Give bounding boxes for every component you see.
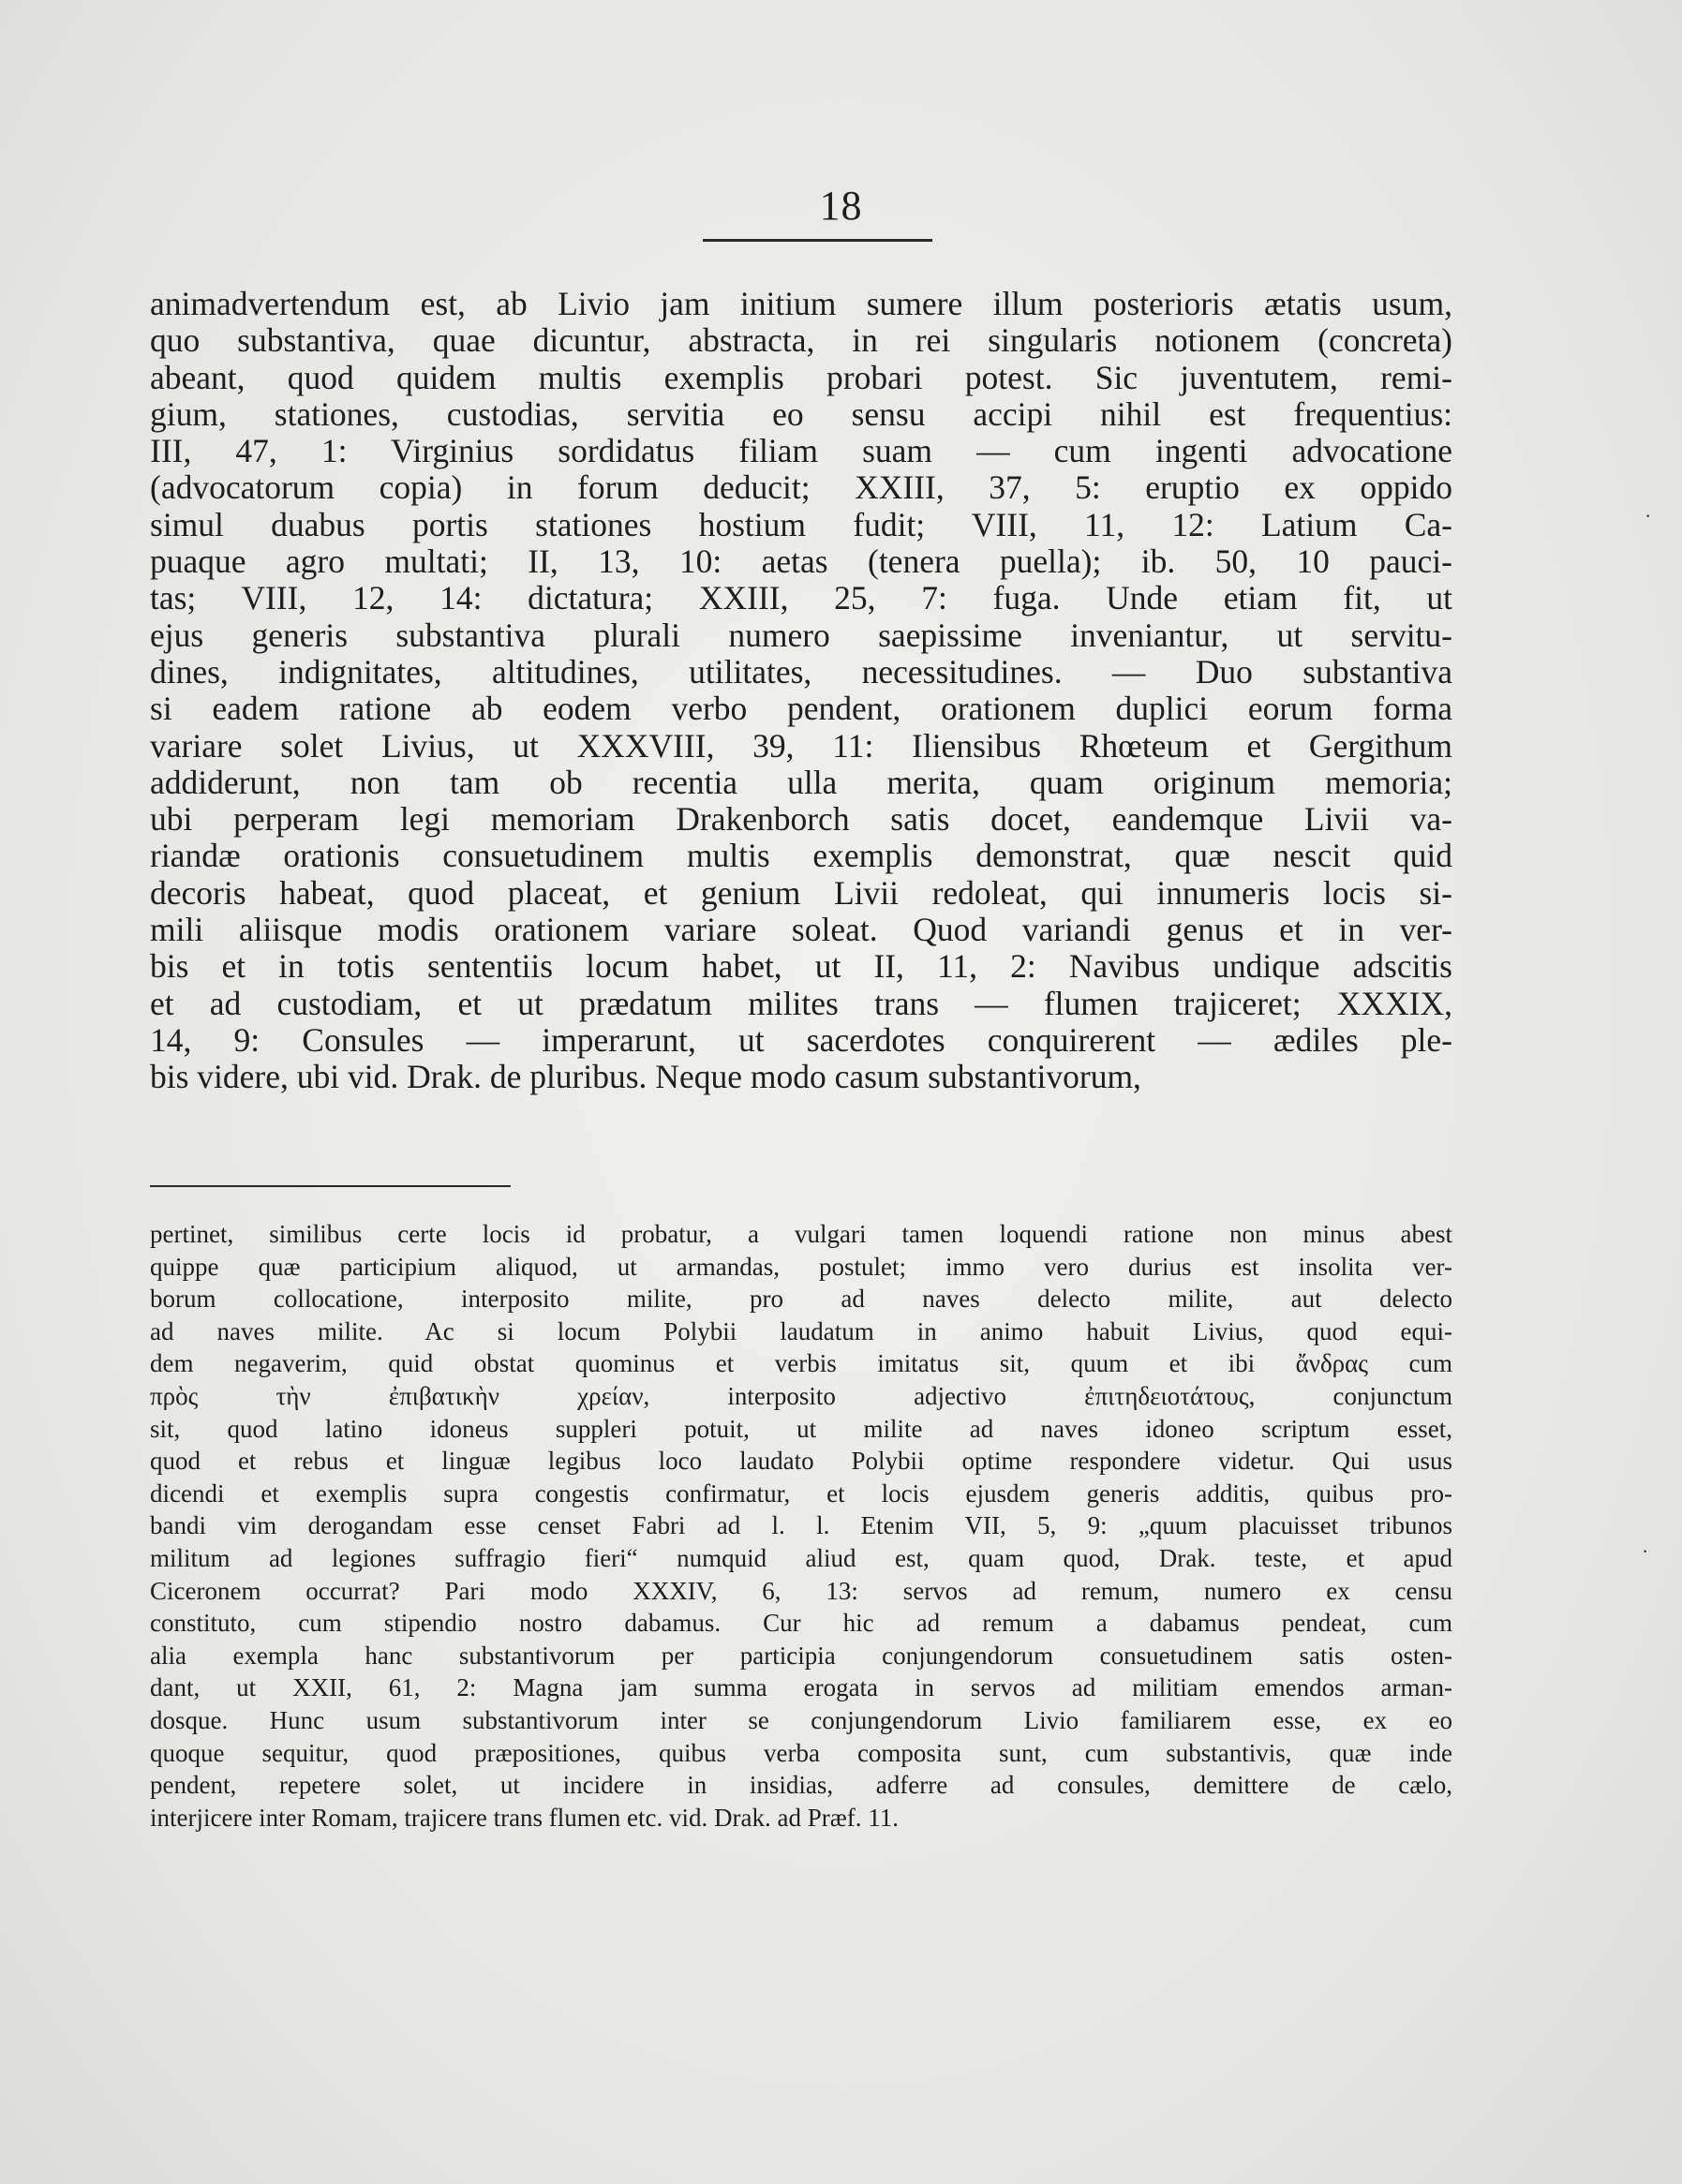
header-rule <box>703 239 932 242</box>
footnote-line: dant, ut XXII, 61, 2: Magna jam summa erogata in servos ad militiam emendos arman- <box>150 1673 1452 1702</box>
footnote-line: pendent, repetere solet, ut incidere in insidias, adferre ad consules, demittere de cælo, <box>150 1771 1452 1800</box>
text-line: gium, stationes, custodias, servitia eo sensu accipi nihil est frequentius: <box>150 394 1452 433</box>
footnote-line: bandi vim derogandam esse censet Fabri ad l. l. Etenim VII, 5, 9: „quum placuisset tribunos <box>150 1511 1452 1540</box>
text-line: tas; VIII, 12, 14: dictatura; XXIII, 25, 7: fuga. Unde etiam fit, ut <box>150 579 1452 617</box>
text-line: ejus generis substantiva plurali numero saepissime inveniantur, ut servitu- <box>150 616 1452 654</box>
text-line: mili aliisque modis orationem variare soleat. Quod variandi genus et in ver- <box>150 911 1452 949</box>
text-line: III, 47, 1: Virginius sordidatus filiam suam — cum ingenti advocatione <box>150 432 1452 470</box>
text-line: si eadem ratione ab eodem verbo pendent, orationem duplici eorum forma <box>150 690 1452 728</box>
text-line: bis videre, ubi vid. Drak. de pluribus. Neque modo casum substantivorum, <box>150 1058 1141 1096</box>
footnote-rule <box>150 1185 511 1187</box>
footnote-line: quippe quæ participium aliquod, ut armandas, postulet; immo vero durius est insolita ver- <box>150 1252 1452 1281</box>
text-line: 14, 9: Consules — imperarunt, ut sacerdotes conquirerent — ædiles ple- <box>150 1020 1452 1059</box>
footnote-line: dicendi et exemplis supra congestis confirmatur, et locis ejusdem generis additis, quibus pro- <box>150 1478 1452 1508</box>
footnote-line: constituto, cum stipendio nostro dabamus. Cur hic ad remum a dabamus pendeat, cum <box>150 1609 1452 1638</box>
text-line: animadvertendum est, ab Livio jam initium sumere illum posterioris ætatis usum, <box>150 285 1452 322</box>
text-line: riandæ orationis consuetudinem multis exemplis demonstrat, quæ nescit quid <box>150 837 1452 875</box>
footnote-line: dosque. Hunc usum substantivorum inter se conjungendorum Livio familiarem esse, ex eo <box>150 1705 1452 1734</box>
text-line: et ad custodiam, et ut prædatum milites trans — flumen trajiceret; XXXIX, <box>150 984 1452 1022</box>
text-line: dines, indignitates, altitudines, utilitates, necessitudines. — Duo substantiva <box>150 652 1452 691</box>
footnote-line: quod et rebus et linguæ legibus loco laudato Polybii optime respondere videtur. Qui usus <box>150 1447 1452 1476</box>
text-line: variare solet Livius, ut XXXVIII, 39, 11: Iliensibus Rhœteum et Gergithum <box>150 726 1452 765</box>
footnote-line: dem negaverim, quid obstat quominus et verbis imitatus sit, quum et ibi ἄνδρας cum <box>150 1349 1452 1378</box>
footnote <box>150 1218 1452 1834</box>
text-line: (advocatorum copia) in forum deducit; XXIII, 37, 5: eruptio ex oppido <box>150 468 1452 507</box>
margin-mark: · <box>1645 504 1652 527</box>
footnote-line: alia exempla hanc substantivorum per participia conjungendorum consuetudinem satis osten- <box>150 1641 1452 1670</box>
footnote-line: quoque sequitur, quod præpositiones, quibus verba composita sunt, cum substantivis, quæ inde <box>150 1738 1452 1767</box>
text-line: puaque agro multati; II, 13, 10: aetas (tenera puella); ib. 50, 10 pauci- <box>150 542 1452 581</box>
footnote-line: Ciceronem occurrat? Pari modo XXXIV, 6, 13: servos ad remum, numero ex censu <box>150 1576 1452 1605</box>
text-line: decoris habeat, quod placeat, et genium Livii redoleat, qui innumeris locis si- <box>150 873 1452 912</box>
text-line: addiderunt, non tam ob recentia ulla merita, quam originum memoria; <box>150 763 1452 801</box>
text-line: quo substantiva, quae dicuntur, abstracta, in rei singularis notionem (concreta) <box>150 321 1452 360</box>
footnote-line: borum collocatione, interposito milite, pro ad naves delecto milite, aut delecto <box>150 1285 1452 1314</box>
text-line: abeant, quod quidem multis exemplis probari potest. Sic juventutem, remi- <box>150 358 1452 396</box>
page-number: 18 <box>819 183 863 229</box>
footnote-line: interjicere inter Romam, trajicere trans flumen etc. vid. Drak. ad Præf. 11. <box>150 1803 899 1832</box>
footnote-line: ad naves milite. Ac si locum Polybii laudatum in animo habuit Livius, quod equi- <box>150 1316 1452 1345</box>
text-line: ubi perperam legi memoriam Drakenborch satis docet, eandemque Livii va- <box>150 800 1452 839</box>
footnote-line: pertinet, similibus certe locis id probatur, a vulgari tamen loquendi ratione non minus abest <box>150 1220 1452 1248</box>
text-line: bis et in totis sententiis locum habet, ut II, 11, 2: Navibus undique adscitis <box>150 947 1452 986</box>
footnote-line: πρὸς τὴν ἐπιβατικὴν χρείαν, interposito adjectivo ἐπιτηδειοτάτους, conjunctum <box>150 1381 1452 1410</box>
footnote-line: sit, quod latino idoneus suppleri potuit, ut milite ad naves idoneo scriptum esset, <box>150 1414 1452 1443</box>
margin-mark: · <box>1642 1539 1649 1563</box>
main-text <box>150 286 1452 1096</box>
text-line: simul duabus portis stationes hostium fudit; VIII, 11, 12: Latium Ca- <box>150 505 1452 543</box>
footnote-line: militum ad legiones suffragio fieri“ numquid aliud est, quam quod, Drak. teste, et apud <box>150 1543 1452 1572</box>
